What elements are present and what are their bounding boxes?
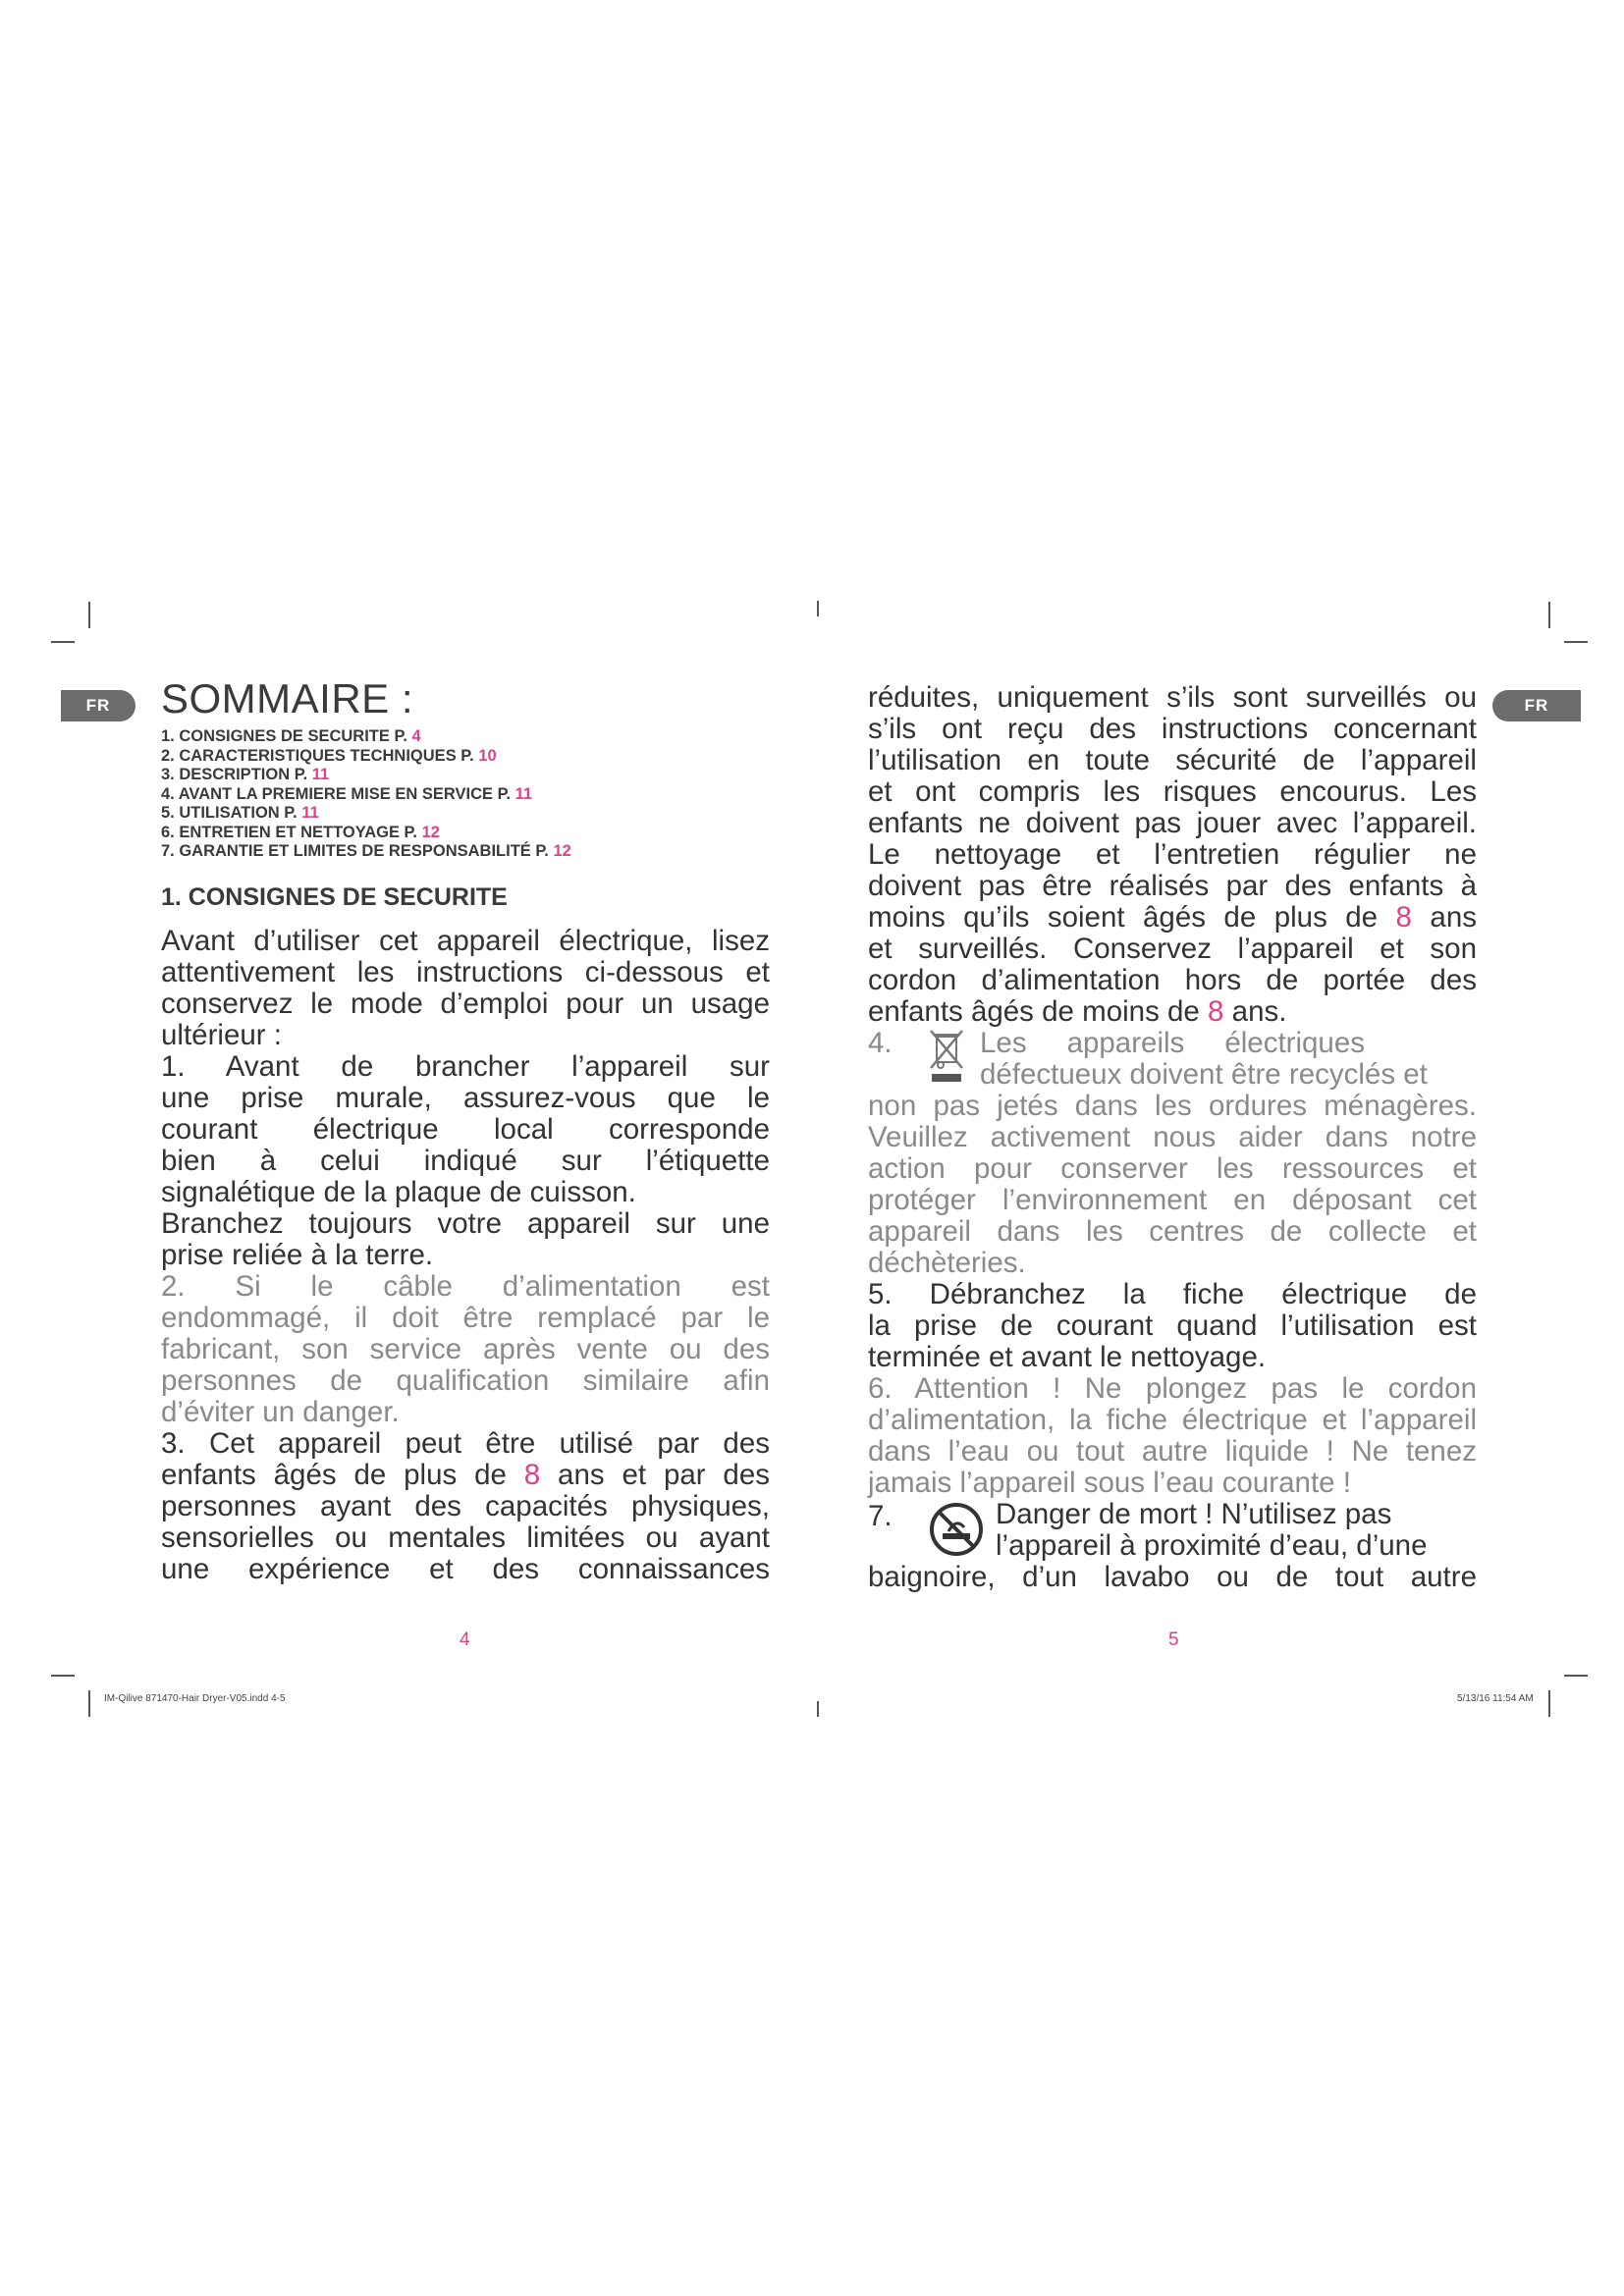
body-line: enfants âgés de plus de 8 ans et par des (161, 1459, 770, 1491)
body-line: action pour conserver les ressources et (868, 1152, 1477, 1185)
body-line: Avant d’utiliser cet appareil électrique, lisez (161, 925, 770, 957)
body-line: Les appareils électriques (980, 1027, 1365, 1059)
item-number: 7. (868, 1500, 893, 1532)
body-line: attentivement les instructions ci-dessous et (161, 956, 770, 988)
body-line: réduites, uniquement s’ils sont surveillés ou (868, 681, 1477, 714)
body-line: l’utilisation en toute sécurité de l’appareil (868, 744, 1477, 776)
body-line: prise reliée à la terre. (161, 1239, 434, 1271)
page-number-left: 4 (460, 1629, 470, 1650)
toc-entry: 7. GARANTIE ET LIMITES DE RESPONSABILITÉ P. 12 (161, 842, 571, 860)
body-line: bien à celui indiqué sur l’étiquette (161, 1145, 770, 1177)
body-line: cordon d’alimentation hors de portée des (868, 964, 1477, 996)
no-use-near-water-icon (929, 1502, 984, 1557)
table-of-contents (161, 727, 711, 862)
right-column-text (868, 681, 1477, 1592)
crop-mark (1564, 641, 1588, 643)
toc-entry: 4. AVANT LA PREMIERE MISE EN SERVICE P. 11 (161, 784, 533, 803)
crop-mark (1548, 602, 1550, 628)
body-line: l’appareil à proximité d’eau, d’une (996, 1529, 1428, 1562)
crossed-out-wheelie-bin-icon (929, 1029, 964, 1084)
age-highlight: 8 (523, 1459, 541, 1491)
body-line: une prise murale, assurez-vous que le (161, 1082, 770, 1114)
body-line: personnes ayant des capacités physiques, (161, 1490, 770, 1522)
body-line: Veuillez activement nous aider dans notre (868, 1121, 1477, 1153)
toc-entry: 5. UTILISATION P. 11 (161, 804, 319, 822)
body-line: endommagé, il doit être remplacé par le (161, 1302, 770, 1334)
body-line: défectueux doivent être recyclés et (980, 1058, 1428, 1091)
body-line: d’alimentation, la fiche électrique et l’appareil (868, 1404, 1477, 1436)
crop-mark (88, 1690, 90, 1717)
toc-entry: 2. CARACTERISTIQUES TECHNIQUES P. 10 (161, 746, 497, 765)
body-line: signalétique de la plaque de cuisson. (161, 1176, 636, 1208)
toc-page-number: 11 (301, 804, 319, 822)
toc-page-number: 11 (311, 766, 330, 783)
body-line: d’éviter un danger. (161, 1396, 400, 1428)
body-line: Danger de mort ! N’utilisez pas (996, 1498, 1392, 1530)
body-line: appareil dans les centres de collecte et (868, 1215, 1477, 1248)
toc-entry: 6. ENTRETIEN ET NETTOYAGE P. 12 (161, 823, 440, 841)
body-line: conservez le mode d’emploi pour un usage (161, 988, 770, 1020)
body-line: sensorielles ou mentales limitées ou ayant (161, 1522, 770, 1554)
contents-title: SOMMAIRE : (161, 675, 414, 721)
body-line: 1. Avant de brancher l’appareil sur (161, 1050, 770, 1083)
body-line: personnes de qualification similaire afin (161, 1364, 770, 1397)
body-line: ultérieur : (161, 1019, 282, 1051)
body-line: fabricant, son service après vente ou des (161, 1333, 770, 1365)
toc-entry: 3. DESCRIPTION P. 11 (161, 766, 330, 783)
toc-page-number: 10 (478, 746, 497, 765)
body-line: 5. Débranchez la fiche électrique de (868, 1278, 1477, 1310)
toc-page-number: 12 (553, 842, 571, 860)
body-line: 3. Cet appareil peut être utilisé par des (161, 1427, 770, 1460)
body-line: 2. Si le câble d’alimentation est (161, 1270, 770, 1303)
crop-mark (51, 641, 75, 643)
crop-mark (1548, 1690, 1550, 1717)
body-line: dans l’eau ou tout autre liquide ! Ne tenez (868, 1435, 1477, 1468)
crop-mark (817, 601, 819, 616)
crop-mark (817, 1701, 819, 1717)
body-line: Branchez toujours votre appareil sur une (161, 1207, 770, 1240)
section-title: 1. CONSIGNES DE SECURITE (161, 883, 508, 911)
toc-entry: 1. CONSIGNES DE SECURITE P. 4 (161, 727, 421, 745)
body-line: moins qu’ils soient âgés de plus de 8 ans (868, 901, 1477, 934)
crop-mark (51, 1675, 75, 1677)
date-slug: 5/13/16 11:54 AM (1457, 1693, 1534, 1704)
crop-mark (88, 602, 90, 628)
toc-page-number: 12 (421, 823, 440, 841)
page-number-right: 5 (1168, 1629, 1179, 1650)
body-line: non pas jetés dans les ordures ménagères. (868, 1090, 1477, 1122)
body-line: une expérience et des connaissances (161, 1553, 770, 1585)
body-line: courant électrique local corresponde (161, 1113, 770, 1146)
body-line: et surveillés. Conservez l’appareil et son (868, 933, 1477, 965)
body-line: jamais l’appareil sous l’eau courante ! (868, 1467, 1351, 1499)
body-line: 6. Attention ! Ne plongez pas le cordon (868, 1372, 1477, 1405)
body-line: Le nettoyage et l’entretien régulier ne (868, 838, 1477, 871)
body-line: s’ils ont reçu des instructions concernant (868, 713, 1477, 745)
body-line: enfants âgés de moins de 8 ans. (868, 995, 1287, 1028)
crop-mark (1564, 1675, 1588, 1677)
body-line: déchèteries. (868, 1247, 1026, 1279)
language-tab-right: FR (1492, 690, 1581, 721)
body-line: terminée et avant le nettoyage. (868, 1341, 1267, 1373)
age-highlight: 8 (1395, 901, 1412, 934)
body-line: protéger l’environnement en déposant cet (868, 1184, 1477, 1216)
body-line: et ont compris les risques encourus. Les (868, 775, 1477, 808)
file-slug: IM-Qilive 871470-Hair Dryer-V05.indd 4-5 (104, 1693, 286, 1704)
left-column-text (161, 925, 770, 1584)
age-highlight: 8 (1208, 995, 1224, 1028)
body-line: la prise de courant quand l’utilisation est (868, 1309, 1477, 1342)
body-line: doivent pas être réalisés par des enfants à (868, 870, 1477, 902)
language-tab-left: FR (61, 690, 135, 721)
toc-page-number: 11 (514, 784, 533, 803)
body-line: enfants ne doivent pas jouer avec l’appareil. (868, 807, 1477, 839)
toc-page-number: 4 (411, 727, 421, 745)
body-line: baignoire, d’un lavabo ou de tout autre (868, 1561, 1477, 1593)
item-number: 4. (868, 1027, 893, 1059)
